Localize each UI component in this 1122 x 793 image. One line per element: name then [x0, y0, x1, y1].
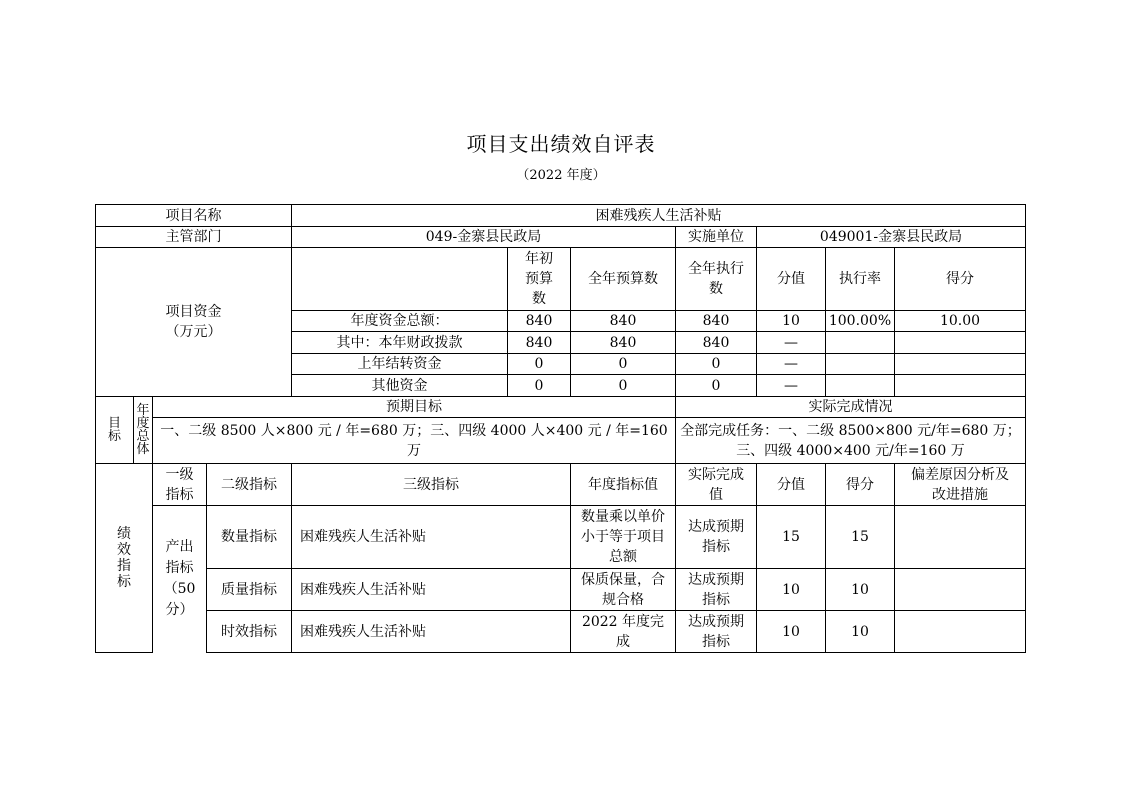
implementing-unit-value: 049001-金寨县民政局 — [819, 229, 963, 245]
funds-row-label: 上年结转资金 — [357, 356, 442, 372]
funds-cell: — — [784, 334, 798, 351]
project-name-label: 项目名称 — [165, 207, 222, 224]
funds-header-score: 得分 — [946, 271, 974, 287]
goals-label-annual-overall: 年 度 总 体 — [136, 403, 150, 457]
indicator-level2: 质量指标 — [221, 581, 277, 598]
indicator-actual: 达成预期 指标 — [688, 519, 744, 555]
funds-cell: 10 — [782, 313, 800, 329]
indicator-header-actual: 实际完成 值 — [688, 466, 744, 503]
indicator-level3: 困难残疾人生活补贴 — [300, 581, 426, 598]
funds-header-initial-budget: 年初 预算 数 — [525, 251, 553, 307]
funds-cell: 10.00 — [939, 313, 981, 329]
funds-cell: 840 — [525, 334, 553, 351]
funds-row-label: 其中：本年财政拨款 — [336, 334, 463, 351]
funds-cell: 840 — [609, 334, 637, 351]
indicator-level2: 时效指标 — [221, 623, 277, 640]
indicator-level2: 数量指标 — [221, 529, 277, 545]
expected-goal-text: 一、二级 8500 人×800 元 / 年=680 万；三、四级 4000 人×400 元 / 年=160 万 — [160, 422, 668, 459]
indicator-header-annual-target: 年度指标值 — [588, 476, 658, 493]
funds-cell — [895, 332, 1025, 353]
funds-cell: 100.00% — [828, 313, 892, 329]
indicator-weight: 10 — [782, 623, 800, 640]
goals-label-target: 目 标 — [107, 416, 121, 444]
funds-section-label: 项目资金 （万元） — [165, 304, 222, 340]
funds-cell: 840 — [525, 313, 553, 329]
expected-goal-header: 预期目标 — [386, 399, 442, 415]
indicator-level3: 困难残疾人生活补贴 — [300, 529, 426, 545]
funds-cell: 840 — [702, 313, 730, 329]
indicator-deviation-note — [895, 506, 1025, 568]
indicator-header-score: 得分 — [846, 476, 874, 493]
indicator-level1-output: 产出 指标 （50 分） — [163, 539, 196, 618]
indicator-level3: 困难残疾人生活补贴 — [300, 623, 426, 640]
funds-cell: 0 — [711, 356, 721, 372]
indicator-weight: 15 — [782, 529, 800, 545]
funds-cell: 0 — [618, 356, 628, 372]
funds-row-label: 其他资金 — [371, 377, 428, 394]
performance-indicators-label: 绩 效 指 标 — [117, 526, 131, 590]
funds-cell — [826, 354, 894, 374]
indicator-header-level2: 二级指标 — [221, 476, 277, 493]
funds-cell: 840 — [702, 334, 730, 351]
indicator-deviation-note — [895, 611, 1025, 652]
actual-result-header: 实际完成情况 — [808, 399, 893, 415]
funds-cell — [826, 332, 894, 353]
indicator-score: 10 — [851, 581, 869, 598]
funds-cell: 0 — [534, 356, 544, 372]
indicator-actual: 达成预期 指标 — [688, 571, 744, 608]
indicator-score: 10 — [851, 623, 869, 640]
implementing-unit-label: 实施单位 — [688, 229, 744, 245]
indicator-score: 15 — [851, 529, 869, 545]
funds-cell — [895, 375, 1025, 396]
department-value: 049-金寨县民政局 — [425, 229, 542, 245]
indicator-actual: 达成预期 指标 — [688, 613, 744, 650]
indicator-target: 2022 年度完成 — [581, 613, 665, 650]
funds-cell — [826, 375, 894, 396]
funds-cell: 0 — [618, 377, 628, 394]
funds-row-label: 年度资金总额： — [350, 313, 449, 329]
indicator-weight: 10 — [782, 581, 800, 598]
indicator-target: 数量乘以单价小于等于项目总额 — [581, 509, 665, 565]
indicator-header-weight: 分值 — [777, 476, 805, 493]
indicator-header-level3: 三级指标 — [403, 476, 459, 493]
funds-cell: 0 — [711, 377, 721, 394]
page-title: 项目支出绩效自评表 — [466, 132, 656, 156]
funds-cell: — — [784, 356, 798, 372]
page-subtitle: （2022 年度） — [516, 168, 606, 183]
funds-cell: — — [784, 377, 798, 394]
indicator-target: 保质保量，合规合格 — [581, 571, 665, 608]
funds-cell — [895, 354, 1025, 374]
funds-header-score-weight: 分值 — [777, 271, 805, 287]
project-name-value: 困难残疾人生活补贴 — [595, 207, 722, 224]
indicator-header-level1: 一级 指标 — [165, 466, 194, 503]
actual-result-text: 全部完成任务：一、二级 8500×800 元/年=680 万；三、四级 4000×400 元/年=160 万 — [680, 422, 1021, 459]
funds-cell: 840 — [609, 313, 637, 329]
indicator-deviation-note — [895, 569, 1025, 610]
indicator-header-deviation: 偏差原因分析及 改进措施 — [911, 466, 1009, 503]
department-label: 主管部门 — [165, 229, 222, 245]
funds-header-executed: 全年执行 数 — [688, 261, 744, 297]
funds-header-execution-rate: 执行率 — [839, 271, 881, 287]
funds-header-annual-budget: 全年预算数 — [588, 271, 658, 287]
funds-cell: 0 — [534, 377, 544, 394]
